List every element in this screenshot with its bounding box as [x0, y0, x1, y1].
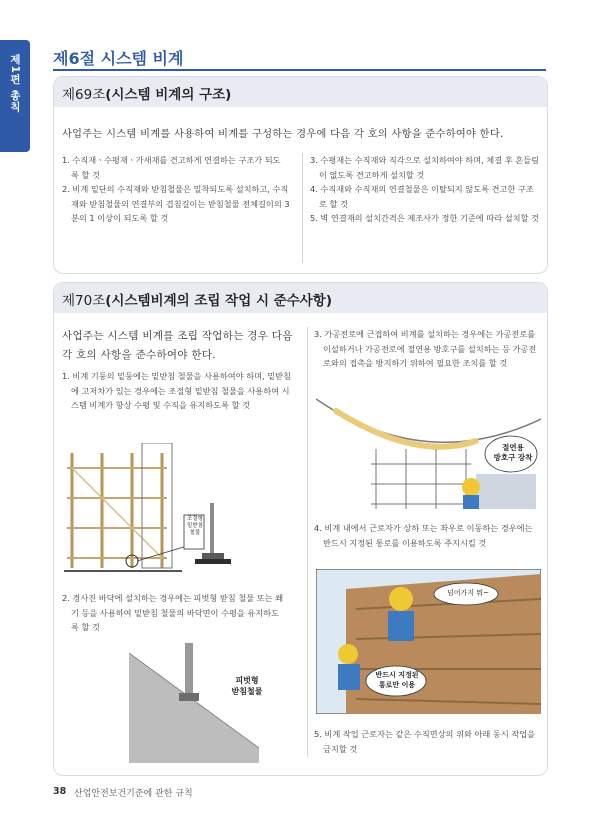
- article-69-item-1a: 1. 수직재ㆍ수평재ㆍ가새재를 견고하게 연결하는 구조가 되도: [62, 155, 281, 165]
- article-70-title: (시스템비계의 조립 작업 시 준수사항): [105, 293, 333, 309]
- insulator-bubble: 절연용 방호구 장착: [493, 443, 533, 462]
- article-69-left-items: [62, 153, 297, 226]
- adjustable-base-label: 조절형 밑받침 철물: [187, 516, 203, 536]
- pivot-base-illustration: [129, 643, 259, 763]
- passage-bubble: 반드시 지정된 통로만 이용: [375, 671, 419, 689]
- article-70-item-2-line-3: 록 할 것: [71, 622, 100, 632]
- page-number: 38: [53, 786, 67, 797]
- article-69-column-divider: [302, 153, 303, 263]
- article-70-item-4: [314, 521, 546, 550]
- article-70-item-2: [62, 591, 302, 635]
- article-70-item-3: [314, 327, 546, 371]
- article-69-right-items: [310, 153, 545, 226]
- article-70-item-3-line-2: 이설하거나 가공전로에 절연용 방호구를 설치하는 등 가공전: [323, 343, 537, 354]
- article-69-item-5: 5. 벽 연결재의 설치간격은 제조사가 정한 기준에 따라 설치할 것: [310, 213, 539, 223]
- article-69-number: 제69조: [62, 87, 106, 103]
- article-69-item-4a: 4. 수직재와 수직재의 연결철물은 이탈되지 않도록 견고한 구조: [310, 184, 534, 194]
- article-69-item-3a: 3. 수평재는 수직재와 직각으로 설치하여야 하며, 체결 후 흔들림: [310, 155, 539, 165]
- article-70-header: [54, 283, 547, 313]
- article-69-item-4b: 로 할 것: [319, 198, 348, 209]
- article-70-item-3-line-3: 로와의 접촉을 방지하기 위하여 필요한 조치를 할 것: [323, 358, 508, 368]
- article-69-box: [53, 76, 548, 274]
- article-70-item-4-line-1: 4. 비계 내에서 근로자가 상하 또는 좌우로 이동하는 경우에는: [314, 523, 533, 533]
- article-70-intro-line-1: 사업주는 시스템 비계를 조립 작업하는 경우 다음: [62, 330, 293, 342]
- scaffold-passage-illustration: [316, 569, 541, 714]
- scaffold-base-illustration: [62, 443, 272, 583]
- chapter-side-tab: [0, 40, 30, 152]
- pivot-base-label: 피벗형 받침철물: [231, 676, 263, 696]
- article-69-item-2c: 분의 1 이상이 되도록 할 것: [71, 213, 169, 223]
- article-70-item-1: [62, 369, 302, 413]
- article-70-item-4-line-2: 반드시 지정된 통로를 이용하도록 주지시킬 것: [323, 537, 487, 548]
- article-70-item-2-line-1: 2. 경사진 바닥에 설치하는 경우에는 피벗형 받침 철물 또는 쐐: [62, 593, 284, 603]
- article-69-heading: [62, 83, 231, 103]
- article-70-item-5-line-1: 5. 비계 작업 근로자는 같은 수직면상의 위와 아래 동시 작업을: [314, 729, 536, 739]
- article-70-column-divider: [307, 327, 308, 757]
- article-70-item-1-line-3: 스템 비계가 항상 수평 및 수직을 유지하도록 할 것: [71, 400, 251, 410]
- article-69-item-3b: 이 없도록 견고하게 설치할 것: [319, 169, 425, 180]
- article-69-header: [54, 77, 547, 107]
- section-title-underline: [53, 69, 546, 71]
- article-70-item-1-line-2: 에 고저차가 있는 경우에는 조절형 밑받침 철물을 사용하여 시: [71, 385, 290, 396]
- section-title: 제6절 시스템 비계: [53, 49, 184, 68]
- chapter-side-tab-label: 제1편 총칙: [9, 54, 21, 113]
- article-70-item-2-line-2: 기 등을 사용하여 밑받침 철물의 바닥면이 수평을 유지하도: [71, 607, 280, 618]
- article-69-title: (시스템 비계의 구조): [105, 87, 232, 103]
- article-70-intro-line-2: 각 호의 사항을 준수하여야 한다.: [62, 349, 216, 361]
- article-70-heading: [62, 289, 332, 309]
- article-70-item-5: [314, 727, 546, 756]
- article-69-item-2a: 2. 비계 밑단의 수직재와 받침철물은 밀착되도록 설치하고, 수직: [62, 184, 289, 194]
- article-69-intro: 사업주는 시스템 비계를 사용하여 비계를 구성하는 경우에 다음 각 호의 사항을 준수하여야 한다.: [62, 129, 504, 140]
- article-70-item-1-line-1: 1. 비계 기둥의 밑둥에는 밑받침 철물을 사용하여야 하며, 밑받침: [62, 371, 291, 381]
- fall-bubble: 넘어가지 뭐~: [447, 589, 489, 597]
- article-70-box: [53, 282, 548, 776]
- footer-title: 산업안전보건기준에 관한 규칙: [74, 789, 193, 799]
- article-70-item-3-line-1: 3. 가공전로에 근접하여 비계를 설치하는 경우에는 가공전로를: [314, 329, 536, 339]
- article-70-item-5-line-2: 금지할 것: [323, 743, 358, 754]
- article-69-item-1b: 록 할 것: [71, 169, 100, 180]
- article-69-item-2b: 재와 받침철물의 연결부의 겹침길이는 받침철물 전체길이의 3: [71, 198, 290, 209]
- article-70-intro: [62, 327, 302, 365]
- article-70-number: 제70조: [62, 293, 106, 309]
